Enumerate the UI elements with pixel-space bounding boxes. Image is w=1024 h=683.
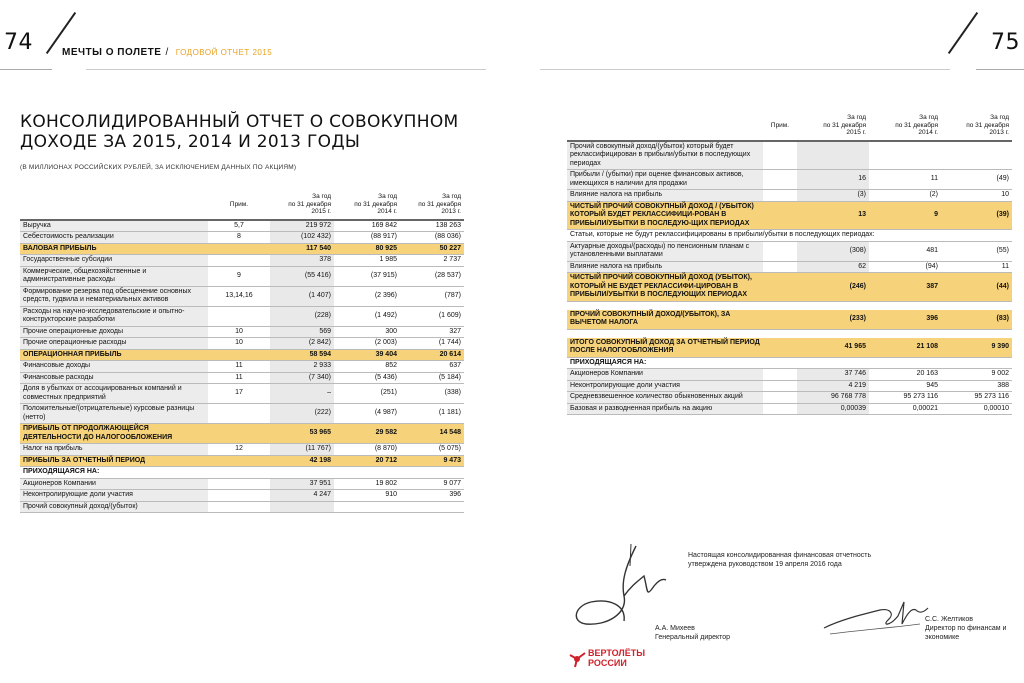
row-value-2014: 95 273 116 bbox=[869, 392, 941, 404]
row-value-2014: (2 003) bbox=[334, 338, 400, 350]
row-value-2015: 219 972 bbox=[270, 220, 334, 232]
signer-1 bbox=[655, 624, 730, 642]
row-value-2013 bbox=[941, 301, 1012, 310]
row-value-2013 bbox=[941, 329, 1012, 338]
row-label: Государственные субсидии bbox=[20, 255, 208, 267]
row-value-2015: 58 594 bbox=[270, 349, 334, 361]
row-value-2015: 62 bbox=[797, 261, 869, 273]
row-note bbox=[208, 478, 270, 490]
row-note bbox=[208, 455, 270, 467]
row-note: 13,14,16 bbox=[208, 286, 270, 306]
header-rule-right bbox=[976, 69, 1024, 70]
header-slash-right bbox=[948, 12, 978, 54]
breadcrumb-separator: / bbox=[165, 47, 169, 58]
row-note: 10 bbox=[208, 326, 270, 338]
row-note: 5,7 bbox=[208, 220, 270, 232]
row-value-2015: (102 432) bbox=[270, 232, 334, 244]
signer-2 bbox=[925, 615, 1020, 642]
row-note bbox=[208, 490, 270, 502]
row-value-2014: 300 bbox=[334, 326, 400, 338]
row-value-2014 bbox=[334, 501, 400, 513]
row-note bbox=[763, 338, 797, 358]
page-subtitle: (В МИЛЛИОНАХ РОССИЙСКИХ РУБЛЕЙ, ЗА ИСКЛЮЧЕНИЕМ ДАННЫХ ПО АКЦИЯМ) bbox=[20, 164, 297, 171]
row-value-2013: (338) bbox=[400, 384, 464, 404]
table-row bbox=[20, 255, 464, 267]
row-value-2013: (1 181) bbox=[400, 404, 464, 424]
table-row bbox=[567, 369, 1012, 381]
table-row bbox=[20, 220, 464, 232]
row-value-2015: 2 933 bbox=[270, 361, 334, 373]
row-note bbox=[763, 273, 797, 302]
row-value-2013: 327 bbox=[400, 326, 464, 338]
row-value-2014: (251) bbox=[334, 384, 400, 404]
row-value-2014: 19 802 bbox=[334, 478, 400, 490]
row-value-2014: 1 985 bbox=[334, 255, 400, 267]
table-row bbox=[567, 357, 1012, 369]
row-note bbox=[208, 243, 270, 255]
table-row bbox=[20, 444, 464, 456]
breadcrumb-sub: ГОДОВОЙ ОТЧЕТ 2015 bbox=[175, 48, 273, 57]
col-2015-header: За год по 31 декабря 2015 г. bbox=[270, 192, 334, 220]
logo-line-2: РОССИИ bbox=[588, 658, 627, 668]
table-row bbox=[20, 372, 464, 384]
row-value-2013: (39) bbox=[941, 201, 1012, 230]
row-value-2015 bbox=[797, 329, 869, 338]
row-value-2013: 138 263 bbox=[400, 220, 464, 232]
row-label: ПРИБЫЛЬ ЗА ОТЧЕТНЫЙ ПЕРИОД bbox=[20, 455, 208, 467]
row-value-2015: 117 540 bbox=[270, 243, 334, 255]
row-label: ПРИБЫЛЬ ОТ ПРОДОЛЖАЮЩЕЙСЯ ДЕЯТЕЛЬНОСТИ ДО НАЛОГООБЛОЖЕНИЯ bbox=[20, 424, 208, 444]
breadcrumb-main: МЕЧТЫ О ПОЛЕТЕ bbox=[62, 47, 162, 58]
row-value-2015 bbox=[270, 467, 334, 479]
row-label: ОПЕРАЦИОННАЯ ПРИБЫЛЬ bbox=[20, 349, 208, 361]
row-label: Налог на прибыль bbox=[20, 444, 208, 456]
row-value-2015: (233) bbox=[797, 310, 869, 330]
row-value-2014: 21 108 bbox=[869, 338, 941, 358]
row-value-2015 bbox=[797, 357, 869, 369]
row-label: Выручка bbox=[20, 220, 208, 232]
row-label: Прочий совокупный доход/(убыток) bbox=[20, 501, 208, 513]
row-label: ЧИСТЫЙ ПРОЧИЙ СОВОКУПНЫЙ ДОХОД (УБЫТОК), КОТОРЫЙ НЕ БУДЕТ РЕКЛАССИФИ-ЦИРОВАН В ПРИБЫЛИ/УБЫТКИ В ПОСЛЕДУЮЩИХ ПЕРИОДАХ bbox=[567, 273, 763, 302]
row-value-2014: 39 404 bbox=[334, 349, 400, 361]
row-label: Акционеров Компании bbox=[567, 369, 763, 381]
row-label: ПРОЧИЙ СОВОКУПНЫЙ ДОХОД/(УБЫТОК), ЗА ВЫЧЕТОМ НАЛОГА bbox=[567, 310, 763, 330]
row-value-2014: (4 987) bbox=[334, 404, 400, 424]
row-value-2014 bbox=[869, 301, 941, 310]
col-note-header: Прим. bbox=[208, 192, 270, 220]
row-value-2013: (83) bbox=[941, 310, 1012, 330]
table-row bbox=[20, 266, 464, 286]
row-note bbox=[208, 467, 270, 479]
table-row bbox=[567, 329, 1012, 338]
row-value-2015: 37 746 bbox=[797, 369, 869, 381]
row-note bbox=[763, 329, 797, 338]
table-row bbox=[20, 306, 464, 326]
col-note-header: Прим. bbox=[763, 113, 797, 141]
table-row bbox=[20, 455, 464, 467]
row-value-2014: 20 712 bbox=[334, 455, 400, 467]
row-value-2015: – bbox=[270, 384, 334, 404]
row-value-2014: 80 925 bbox=[334, 243, 400, 255]
row-note bbox=[763, 403, 797, 415]
row-label: Средневзвешенное количество обыкновенных акций bbox=[567, 392, 763, 404]
left-page-number: 74 bbox=[4, 30, 33, 55]
row-value-2015 bbox=[797, 301, 869, 310]
approval-text: Настоящая консолидированная финансовая отчетность утверждена руководством 19 апреля 2016 года bbox=[688, 552, 872, 568]
row-value-2015: (308) bbox=[797, 241, 869, 261]
row-label: Неконтролирующие доли участия bbox=[567, 380, 763, 392]
row-value-2013: 20 614 bbox=[400, 349, 464, 361]
table-row bbox=[20, 384, 464, 404]
row-value-2013: (49) bbox=[941, 170, 1012, 190]
row-value-2014 bbox=[869, 141, 941, 170]
row-value-2014: 387 bbox=[869, 273, 941, 302]
row-value-2014: 0,00021 bbox=[869, 403, 941, 415]
table-row bbox=[567, 380, 1012, 392]
table-row bbox=[567, 403, 1012, 415]
col-2014-header: За год по 31 декабря 2014 г. bbox=[869, 113, 941, 141]
col-label-header bbox=[567, 113, 763, 141]
row-value-2015: 13 bbox=[797, 201, 869, 230]
row-value-2013 bbox=[941, 141, 1012, 170]
table-row bbox=[20, 361, 464, 373]
row-value-2015: 53 965 bbox=[270, 424, 334, 444]
row-value-2013: (1 744) bbox=[400, 338, 464, 350]
table-row bbox=[20, 243, 464, 255]
row-value-2013: 9 473 bbox=[400, 455, 464, 467]
table-row bbox=[20, 501, 464, 513]
row-value-2014: 29 582 bbox=[334, 424, 400, 444]
col-2015-header: За год по 31 декабря 2015 г. bbox=[797, 113, 869, 141]
row-value-2013: (55) bbox=[941, 241, 1012, 261]
row-value-2013: (5 075) bbox=[400, 444, 464, 456]
col-2014-header: За год по 31 декабря 2014 г. bbox=[334, 192, 400, 220]
row-value-2014: (1 492) bbox=[334, 306, 400, 326]
row-value-2015 bbox=[270, 501, 334, 513]
table-row bbox=[20, 338, 464, 350]
row-label: ИТОГО СОВОКУПНЫЙ ДОХОД ЗА ОТЧЕТНЫЙ ПЕРИОД ПОСЛЕ НАЛОГООБЛОЖЕНИЯ bbox=[567, 338, 763, 358]
table-row bbox=[567, 230, 1012, 242]
row-value-2013: 396 bbox=[400, 490, 464, 502]
row-label: Положительные/(отрицательные) курсовые разницы (нетто) bbox=[20, 404, 208, 424]
row-value-2013: 14 548 bbox=[400, 424, 464, 444]
right-income-table bbox=[567, 113, 1012, 415]
row-value-2014: (37 915) bbox=[334, 266, 400, 286]
row-note bbox=[763, 301, 797, 310]
row-label: Прочие операционные доходы bbox=[20, 326, 208, 338]
row-value-2015: 569 bbox=[270, 326, 334, 338]
row-label bbox=[567, 301, 763, 310]
row-value-2015: (1 407) bbox=[270, 286, 334, 306]
row-note bbox=[763, 241, 797, 261]
row-label: Неконтролирующие доли участия bbox=[20, 490, 208, 502]
row-note: 11 bbox=[208, 361, 270, 373]
table-row bbox=[567, 273, 1012, 302]
col-2013-header: За год по 31 декабря 2013 г. bbox=[400, 192, 464, 220]
left-income-table bbox=[20, 192, 464, 513]
row-value-2015: (222) bbox=[270, 404, 334, 424]
row-note: 9 bbox=[208, 266, 270, 286]
row-value-2015 bbox=[797, 141, 869, 170]
row-value-2015: (11 767) bbox=[270, 444, 334, 456]
row-value-2015: 42 198 bbox=[270, 455, 334, 467]
page-title bbox=[20, 112, 460, 152]
row-note bbox=[763, 141, 797, 170]
signature-zheltikov bbox=[820, 590, 930, 640]
row-label: ВАЛОВАЯ ПРИБЫЛЬ bbox=[20, 243, 208, 255]
row-value-2014: 20 163 bbox=[869, 369, 941, 381]
row-label bbox=[567, 329, 763, 338]
row-note: 10 bbox=[208, 338, 270, 350]
table-row bbox=[567, 338, 1012, 358]
row-label: Финансовые доходы bbox=[20, 361, 208, 373]
table-row bbox=[567, 201, 1012, 230]
row-note bbox=[208, 349, 270, 361]
row-value-2014: 396 bbox=[869, 310, 941, 330]
row-note bbox=[208, 501, 270, 513]
row-value-2015: (3) bbox=[797, 190, 869, 202]
table-row bbox=[567, 310, 1012, 330]
row-label: Себестоимость реализации bbox=[20, 232, 208, 244]
row-value-2015: 41 965 bbox=[797, 338, 869, 358]
row-value-2014 bbox=[869, 357, 941, 369]
table-header-row bbox=[20, 192, 464, 220]
signer-1-name: А.А. Михеев bbox=[655, 625, 695, 632]
row-value-2013: (44) bbox=[941, 273, 1012, 302]
page-header bbox=[0, 0, 1024, 70]
row-value-2013: 50 227 bbox=[400, 243, 464, 255]
title-line-2: ДОХОДЕ ЗА 2015, 2014 И 2013 ГОДЫ bbox=[20, 132, 361, 152]
table-row bbox=[20, 232, 464, 244]
row-value-2015: 4 247 bbox=[270, 490, 334, 502]
row-note: 17 bbox=[208, 384, 270, 404]
row-note bbox=[763, 190, 797, 202]
row-note bbox=[208, 404, 270, 424]
row-value-2013: 9 077 bbox=[400, 478, 464, 490]
table-row bbox=[20, 326, 464, 338]
rotor-icon bbox=[568, 650, 586, 668]
row-value-2014: (2) bbox=[869, 190, 941, 202]
table-row bbox=[567, 141, 1012, 170]
signer-2-name: С.С. Желтиков bbox=[925, 616, 973, 623]
row-label: Доля в убытках от ассоциированных компаний и совместных предприятий bbox=[20, 384, 208, 404]
row-value-2014: (94) bbox=[869, 261, 941, 273]
row-value-2013: (28 537) bbox=[400, 266, 464, 286]
table-row bbox=[567, 301, 1012, 310]
row-note bbox=[763, 392, 797, 404]
table-row bbox=[567, 190, 1012, 202]
row-value-2013: (1 609) bbox=[400, 306, 464, 326]
table-row bbox=[20, 404, 464, 424]
row-note: 8 bbox=[208, 232, 270, 244]
title-line-1: КОНСОЛИДИРОВАННЫЙ ОТЧЕТ О СОВОКУПНОМ bbox=[20, 112, 459, 132]
row-label: Коммерческие, общехозяйственные и административные расходы bbox=[20, 266, 208, 286]
row-value-2013: 388 bbox=[941, 380, 1012, 392]
row-value-2013: (787) bbox=[400, 286, 464, 306]
table-row bbox=[20, 478, 464, 490]
row-value-2014: 9 bbox=[869, 201, 941, 230]
row-value-2013: 637 bbox=[400, 361, 464, 373]
row-value-2013: (5 184) bbox=[400, 372, 464, 384]
signer-2-title: Директор по финансам и экономике bbox=[925, 625, 1007, 641]
row-value-2014: 169 842 bbox=[334, 220, 400, 232]
row-value-2013: 95 273 116 bbox=[941, 392, 1012, 404]
row-label: Прибыли / (убытки) при оценке финансовых активов, имеющихся в наличии для продажи bbox=[567, 170, 763, 190]
table-header-row bbox=[567, 113, 1012, 141]
row-label: Финансовые расходы bbox=[20, 372, 208, 384]
row-note bbox=[763, 357, 797, 369]
table-row bbox=[567, 170, 1012, 190]
header-rule-right-mid bbox=[540, 69, 950, 70]
row-label: Влияние налога на прибыль bbox=[567, 190, 763, 202]
row-value-2014: (8 870) bbox=[334, 444, 400, 456]
row-label: Прочий совокупный доход/(убыток) который будет реклассифицирован в прибыли/убытки в последующих периодах bbox=[567, 141, 763, 170]
row-value-2014: 481 bbox=[869, 241, 941, 261]
row-value-2015: 96 768 778 bbox=[797, 392, 869, 404]
row-value-2015: (2 842) bbox=[270, 338, 334, 350]
row-value-2015: (7 340) bbox=[270, 372, 334, 384]
row-note bbox=[763, 170, 797, 190]
row-label: Расходы на научно-исследовательские и опытно-конструкторские разработки bbox=[20, 306, 208, 326]
row-label: Статьи, которые не будут реклассифицированы в прибыли/убытки в последующих периодах: bbox=[567, 230, 1012, 242]
row-note bbox=[208, 306, 270, 326]
row-value-2013 bbox=[941, 357, 1012, 369]
row-value-2013: 2 737 bbox=[400, 255, 464, 267]
logo-line-1: ВЕРТОЛЁТЫ bbox=[588, 648, 646, 658]
table-row bbox=[567, 261, 1012, 273]
row-value-2015: (228) bbox=[270, 306, 334, 326]
table-row bbox=[20, 286, 464, 306]
col-label-header bbox=[20, 192, 208, 220]
row-value-2013: 9 390 bbox=[941, 338, 1012, 358]
header-rule-mid bbox=[86, 69, 486, 70]
row-label: ПРИХОДЯЩАЯСЯ НА: bbox=[20, 467, 208, 479]
row-value-2015: 16 bbox=[797, 170, 869, 190]
row-note: 12 bbox=[208, 444, 270, 456]
row-value-2014 bbox=[869, 329, 941, 338]
row-value-2013: 9 002 bbox=[941, 369, 1012, 381]
row-note bbox=[763, 380, 797, 392]
row-value-2013: 11 bbox=[941, 261, 1012, 273]
table-row bbox=[20, 490, 464, 502]
row-value-2013: 0,00010 bbox=[941, 403, 1012, 415]
row-note bbox=[763, 201, 797, 230]
table-row bbox=[567, 392, 1012, 404]
row-label: Актуарные доходы/(расходы) по пенсионным планам с установленными выплатами bbox=[567, 241, 763, 261]
col-2013-header: За год по 31 декабря 2013 г. bbox=[941, 113, 1012, 141]
row-value-2015: 378 bbox=[270, 255, 334, 267]
header-rule-left bbox=[0, 69, 52, 70]
row-value-2014: 852 bbox=[334, 361, 400, 373]
row-label: Базовая и разводненная прибыль на акцию bbox=[567, 403, 763, 415]
row-label: ПРИХОДЯЩАЯСЯ НА: bbox=[567, 357, 763, 369]
row-value-2015: 37 951 bbox=[270, 478, 334, 490]
table-row bbox=[567, 241, 1012, 261]
row-note: 11 bbox=[208, 372, 270, 384]
row-value-2015: (246) bbox=[797, 273, 869, 302]
breadcrumb bbox=[62, 47, 272, 58]
row-note bbox=[763, 261, 797, 273]
row-value-2015: 4 219 bbox=[797, 380, 869, 392]
row-value-2014: 11 bbox=[869, 170, 941, 190]
row-value-2014: (2 396) bbox=[334, 286, 400, 306]
row-value-2014: 910 bbox=[334, 490, 400, 502]
row-note bbox=[763, 310, 797, 330]
row-label: ЧИСТЫЙ ПРОЧИЙ СОВОКУПНЫЙ ДОХОД / (УБЫТОК) КОТОРЫЙ БУДЕТ РЕКЛАССИФИЦИ-РОВАН В ПРИБЫЛИ/УБЫТКИ В ПОСЛЕДУЮ-ЩИХ ПЕРИОДАХ bbox=[567, 201, 763, 230]
row-value-2013 bbox=[400, 467, 464, 479]
row-label: Прочие операционные расходы bbox=[20, 338, 208, 350]
row-note bbox=[208, 424, 270, 444]
row-note bbox=[763, 369, 797, 381]
row-value-2013 bbox=[400, 501, 464, 513]
table-row bbox=[20, 424, 464, 444]
signer-1-title: Генеральный директор bbox=[655, 634, 731, 641]
row-value-2014: (5 436) bbox=[334, 372, 400, 384]
row-value-2013: (88 036) bbox=[400, 232, 464, 244]
right-page-number: 75 bbox=[991, 30, 1020, 55]
row-value-2015: 0,00039 bbox=[797, 403, 869, 415]
row-label: Влияние налога на прибыль bbox=[567, 261, 763, 273]
table-row bbox=[20, 349, 464, 361]
row-label: Акционеров Компании bbox=[20, 478, 208, 490]
row-note bbox=[208, 255, 270, 267]
row-value-2014: 945 bbox=[869, 380, 941, 392]
row-value-2014: (88 917) bbox=[334, 232, 400, 244]
table-row bbox=[20, 467, 464, 479]
row-value-2014 bbox=[334, 467, 400, 479]
row-label: Формирование резерва под обесценение основных средств, гудвила и нематериальных активов bbox=[20, 286, 208, 306]
row-value-2013: 10 bbox=[941, 190, 1012, 202]
row-value-2015: (55 416) bbox=[270, 266, 334, 286]
